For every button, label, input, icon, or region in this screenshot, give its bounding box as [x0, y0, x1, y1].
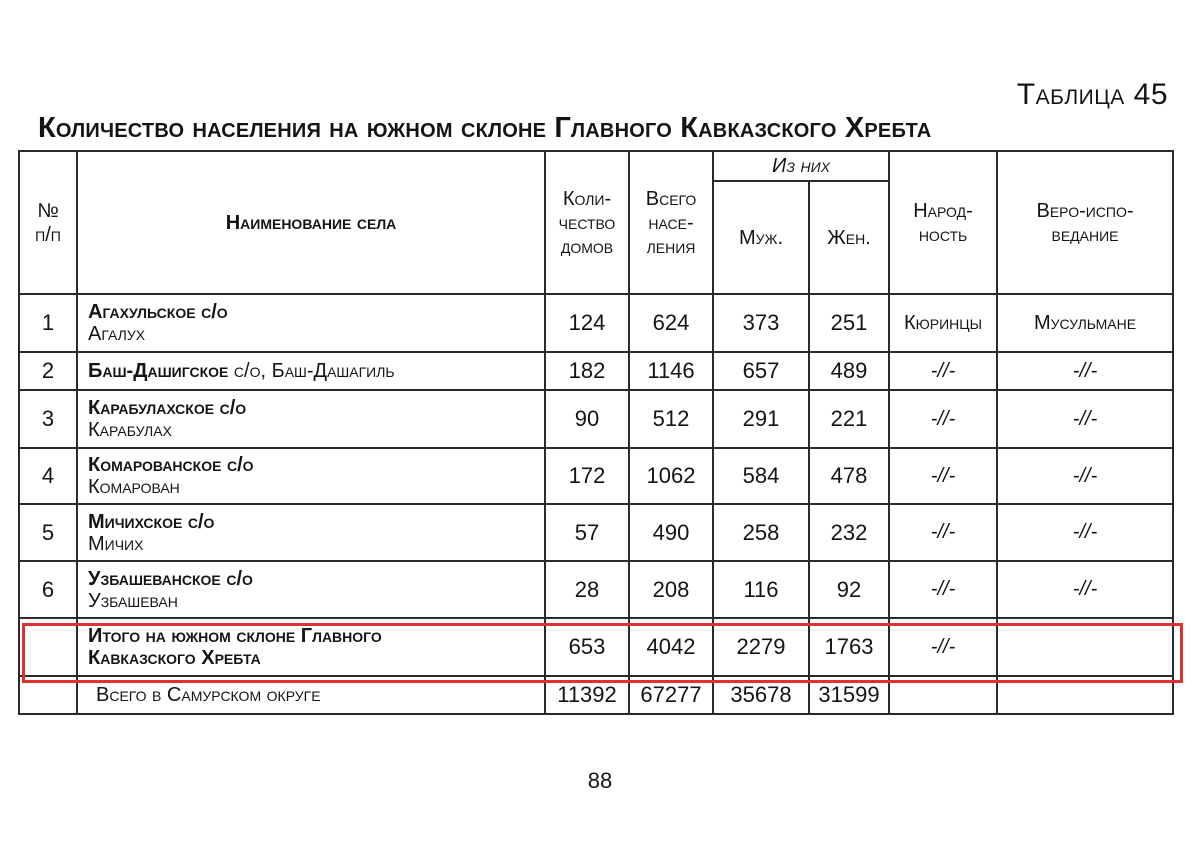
grand-row-female: 31599 [809, 676, 889, 714]
table-row [19, 294, 1173, 352]
table-row [19, 448, 1173, 504]
total-row-name [77, 618, 545, 676]
header-num: № п/п [19, 151, 77, 294]
row-name-secondary: Мичих [88, 532, 144, 555]
row-name-primary: Агахульское с/о [88, 301, 228, 323]
row-nationality: -//- [889, 504, 997, 561]
grand-total-row [19, 676, 1173, 714]
row-female: 251 [809, 294, 889, 352]
grand-row-male: 35678 [713, 676, 809, 714]
row-num: 4 [19, 448, 77, 504]
row-male: 657 [713, 352, 809, 390]
table-row [19, 390, 1173, 448]
table-row [19, 561, 1173, 618]
total-row [19, 618, 1173, 676]
row-num: 1 [19, 294, 77, 352]
row-name-secondary: Агалух [88, 323, 146, 345]
row-female: 232 [809, 504, 889, 561]
row-houses: 182 [545, 352, 629, 390]
row-houses: 172 [545, 448, 629, 504]
row-num: 2 [19, 352, 77, 390]
row-female: 221 [809, 390, 889, 448]
page-number: 88 [587, 768, 613, 793]
total-row-houses: 653 [545, 618, 629, 676]
row-total: 624 [629, 294, 713, 352]
row-num: 3 [19, 390, 77, 448]
grand-row-name-text: Всего в Самурском округе [96, 684, 321, 706]
grand-row-nationality [889, 676, 997, 714]
row-religion: -//- [997, 390, 1173, 448]
grand-row-name [77, 676, 545, 714]
total-row-female: 1763 [809, 618, 889, 676]
header-total: Всего насе-ления [629, 151, 713, 294]
row-name [77, 352, 545, 390]
header-row-top [19, 151, 1173, 181]
table-title: Количество населения на южном склоне Главного Кавказского Хребта [38, 112, 932, 144]
row-nationality: -//- [889, 352, 997, 390]
row-female: 92 [809, 561, 889, 618]
row-male: 584 [713, 448, 809, 504]
row-name-primary: Мичихское с/о [88, 510, 215, 533]
row-name [77, 504, 545, 561]
total-row-num [19, 618, 77, 676]
header-religion: Веро-испо-ведание [997, 151, 1173, 294]
row-name [77, 390, 545, 448]
row-male: 291 [713, 390, 809, 448]
row-num: 5 [19, 504, 77, 561]
header-nationality: Народ-ность [889, 151, 997, 294]
row-total: 208 [629, 561, 713, 618]
row-name [77, 448, 545, 504]
row-total: 490 [629, 504, 713, 561]
row-total: 1062 [629, 448, 713, 504]
row-nationality: -//- [889, 390, 997, 448]
header-name: Наименование села [77, 151, 545, 294]
row-male: 258 [713, 504, 809, 561]
total-row-name-line1: Итого на южном склоне Главного [88, 625, 382, 647]
row-name-primary: Узбашеванское с/о [88, 567, 253, 590]
row-name-primary: Комарованское с/о [88, 454, 254, 476]
row-houses: 90 [545, 390, 629, 448]
row-name-primary: Карабулахское с/о [88, 397, 247, 419]
row-religion: Мусульмане [997, 294, 1173, 352]
row-male: 116 [713, 561, 809, 618]
total-row-religion [997, 618, 1173, 676]
row-female: 478 [809, 448, 889, 504]
row-name [77, 294, 545, 352]
row-female: 489 [809, 352, 889, 390]
row-name-secondary: Комарован [88, 476, 180, 498]
row-nationality: -//- [889, 561, 997, 618]
table-row [19, 504, 1173, 561]
grand-row-religion [997, 676, 1173, 714]
row-nationality: Кюринцы [889, 294, 997, 352]
row-religion: -//- [997, 561, 1173, 618]
row-male: 373 [713, 294, 809, 352]
row-total: 1146 [629, 352, 713, 390]
header-houses: Коли-чество домов [545, 151, 629, 294]
row-religion: -//- [997, 352, 1173, 390]
total-row-name-line2: Кавказского Хребта [88, 647, 261, 669]
table-number-label: Таблица 45 [1016, 78, 1168, 111]
row-total: 512 [629, 390, 713, 448]
total-row-nationality: -//- [889, 618, 997, 676]
row-name-secondary: Карабулах [88, 419, 172, 441]
total-row-male: 2279 [713, 618, 809, 676]
header-of-them: Из них [713, 151, 889, 181]
grand-row-houses: 11392 [545, 676, 629, 714]
table-row [19, 352, 1173, 390]
row-name-primary: Баш-Дашигское [88, 360, 229, 382]
row-houses: 57 [545, 504, 629, 561]
row-nationality: -//- [889, 448, 997, 504]
row-num: 6 [19, 561, 77, 618]
row-houses: 124 [545, 294, 629, 352]
row-name-secondary: с/о, Баш-Дашагиль [233, 360, 395, 382]
grand-row-num [19, 676, 77, 714]
header-female: Жен. [809, 181, 889, 294]
total-row-total: 4042 [629, 618, 713, 676]
row-religion: -//- [997, 448, 1173, 504]
row-name [77, 561, 545, 618]
grand-row-total: 67277 [629, 676, 713, 714]
population-table [18, 150, 1174, 715]
row-religion: -//- [997, 504, 1173, 561]
header-male: Муж. [713, 181, 809, 294]
row-name-secondary: Узбашеван [88, 589, 178, 612]
row-houses: 28 [545, 561, 629, 618]
